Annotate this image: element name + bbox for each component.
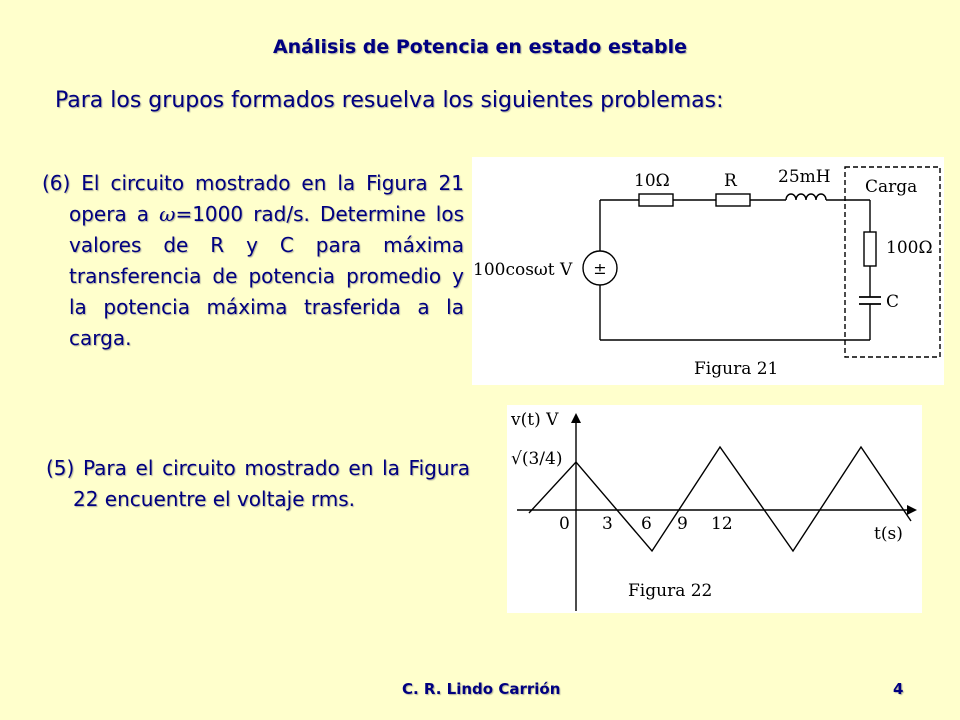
source-symbol: ± bbox=[593, 259, 607, 278]
figure-22-caption: Figura 22 bbox=[628, 581, 713, 601]
waveform-plot bbox=[507, 405, 922, 613]
label-100-ohm: 100Ω bbox=[886, 238, 933, 258]
label-10-ohm: 10Ω bbox=[634, 171, 670, 191]
figure-21-circuit bbox=[472, 157, 944, 385]
tick-label-3: 3 bbox=[602, 514, 613, 534]
load-resistor-100-ohm bbox=[864, 232, 876, 266]
page-number: 4 bbox=[893, 680, 904, 698]
label-c: C bbox=[886, 292, 900, 312]
slide-subtitle: Para los grupos formados resuelva los siguientes problemas: bbox=[55, 88, 724, 113]
omega-symbol: ω bbox=[159, 202, 176, 226]
slide-title: Análisis de Potencia en estado estable bbox=[272, 36, 688, 58]
inductor-25mh bbox=[786, 194, 826, 200]
problem-5 bbox=[46, 453, 470, 515]
tick-label-0: 0 bbox=[559, 514, 570, 534]
circuit-diagram bbox=[472, 157, 944, 385]
triangle-wave bbox=[529, 447, 911, 551]
footer-author: C. R. Lindo Carrión bbox=[402, 680, 561, 698]
y-axis-label: v(t) V bbox=[511, 410, 559, 430]
tick-label-6: 6 bbox=[641, 514, 652, 534]
figure-21-caption: Figura 21 bbox=[694, 359, 779, 379]
label-25mh: 25mH bbox=[778, 167, 831, 187]
problem-6 bbox=[42, 168, 464, 354]
tick-label-9: 9 bbox=[677, 514, 688, 534]
figure-22-waveform bbox=[507, 405, 922, 613]
resistor-r bbox=[716, 194, 750, 206]
problem-6-text-after: =1000 rad/s. Determine los valores de R y C para máxima transferencia de potencia promedio y la potencia máxima trasferida a la carga. bbox=[69, 202, 465, 350]
label-source: 100cosωt V bbox=[473, 260, 573, 280]
tick-label-12: 12 bbox=[711, 514, 733, 534]
label-carga: Carga bbox=[865, 177, 918, 197]
label-r: R bbox=[724, 171, 737, 191]
resistor-10-ohm bbox=[639, 194, 673, 206]
peak-label: √(3/4) bbox=[511, 449, 563, 469]
x-axis-label: t(s) bbox=[874, 524, 903, 544]
problem-6-text-before: (6) El circuito mostrado en la Figura 21 opera a bbox=[42, 171, 464, 226]
problem-5-text: (5) Para el circuito mostrado en la Figura 22 encuentre el voltaje rms. bbox=[46, 456, 470, 511]
